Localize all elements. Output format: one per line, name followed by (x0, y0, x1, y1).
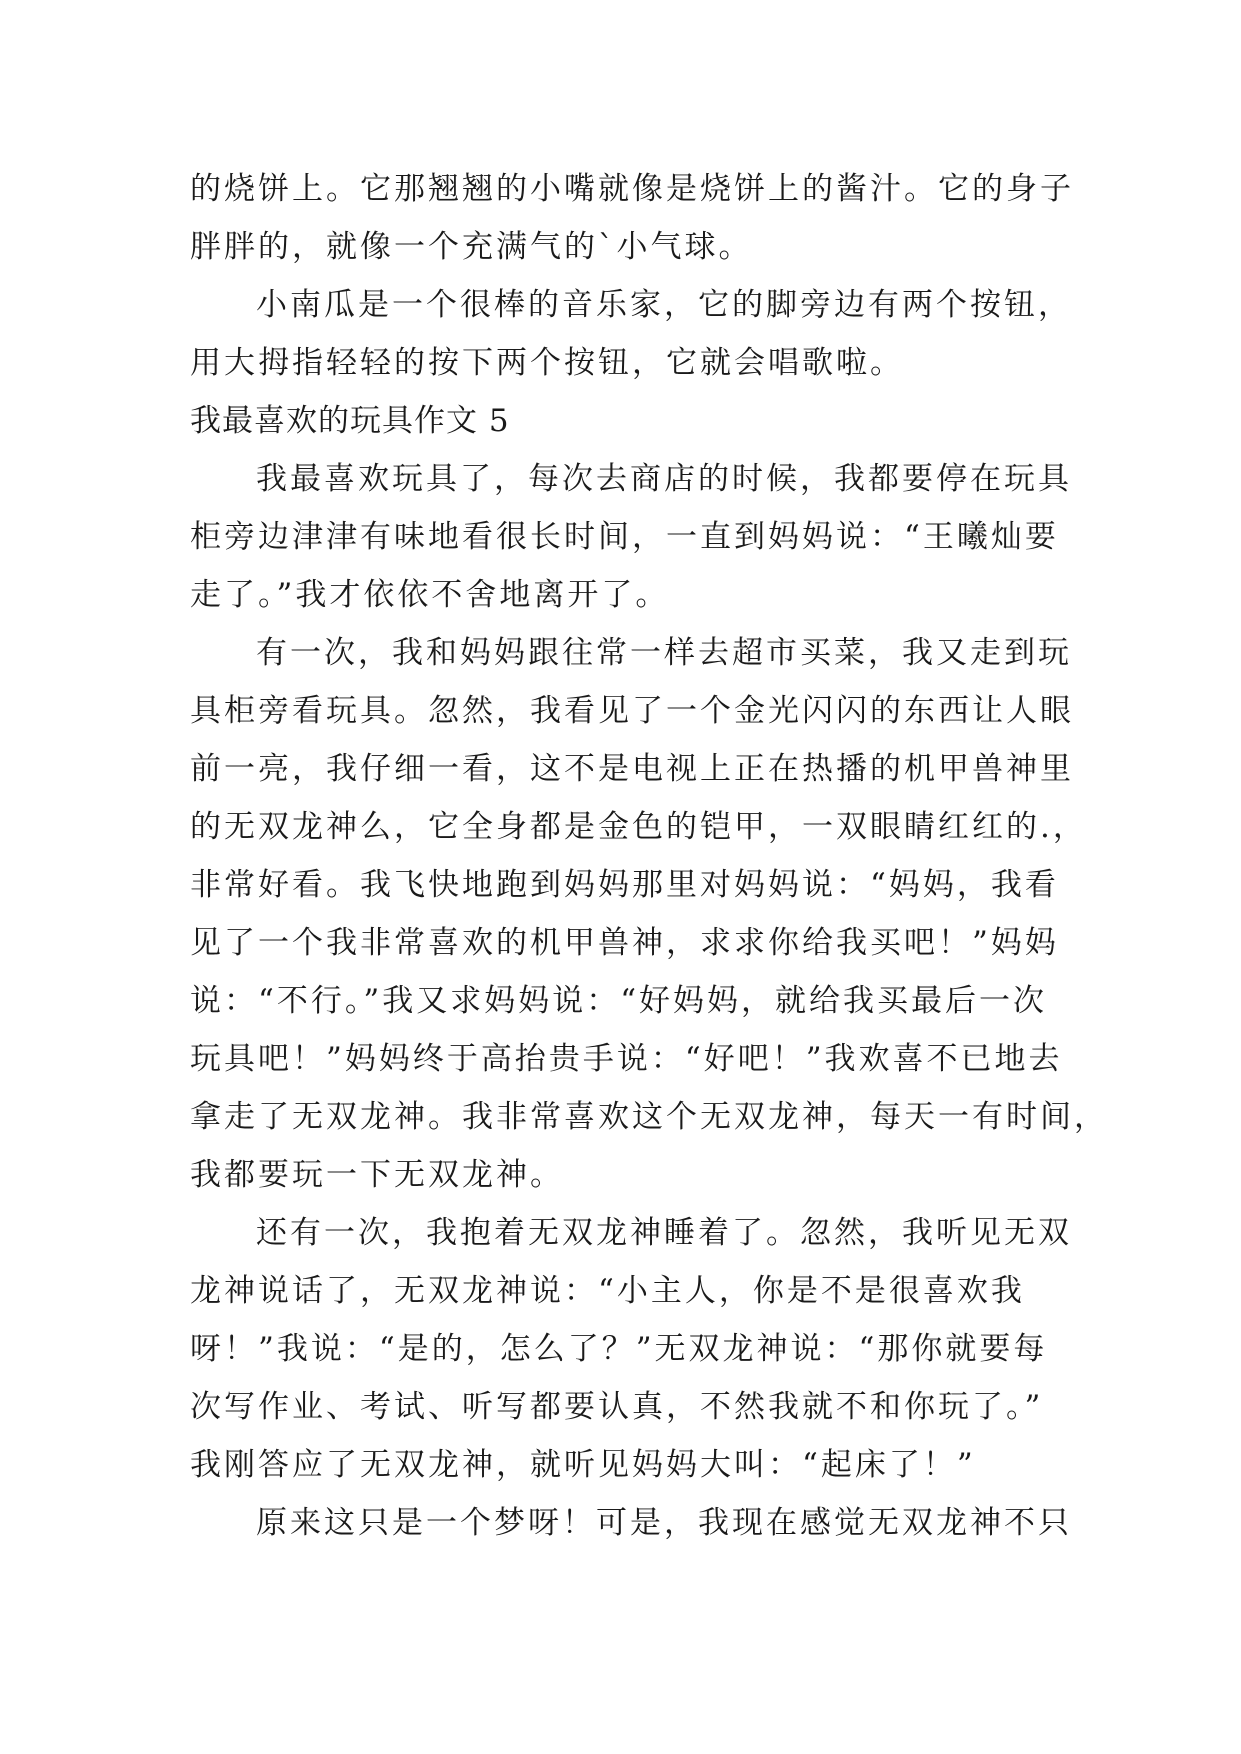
section-heading: 我最喜欢的玩具作文 5 (190, 403, 510, 439)
text-line: 的烧饼上。它那翘翘的小嘴就像是烧饼上的酱汁。它的身子 (190, 171, 1074, 207)
text-line: 玩具吧！”妈妈终于高抬贵手说：“好吧！”我欢喜不已地去 (190, 1041, 1063, 1077)
paragraph-start-line: 原来这只是一个梦呀！可是，我现在感觉无双龙神不只 (256, 1505, 1072, 1541)
text-line: 我刚答应了无双龙神，就听见妈妈大叫：“起床了！” (190, 1447, 976, 1483)
text-line: 见了一个我非常喜欢的机甲兽神，求求你给我买吧！”妈妈 (190, 925, 1059, 961)
text-line: 的无双龙神么，它全身都是金色的铠甲，一双眼睛红红的.， (190, 809, 1087, 845)
paragraph-start-line: 还有一次，我抱着无双龙神睡着了。忽然，我听见无双 (256, 1215, 1072, 1251)
text-line: 说：“不行。”我又求妈妈说：“好妈妈，就给我买最后一次 (190, 983, 1048, 1019)
paragraph-start-line: 我最喜欢玩具了，每次去商店的时候，我都要停在玩具 (256, 461, 1072, 497)
text-line: 呀！”我说：“是的，怎么了？”无双龙神说：“那你就要每 (190, 1331, 1048, 1367)
text-line: 非常好看。我飞快地跑到妈妈那里对妈妈说：“妈妈，我看 (190, 867, 1059, 903)
text-line: 用大拇指轻轻的按下两个按钮，它就会唱歌啦。 (190, 345, 904, 381)
text-line: 具柜旁看玩具。忽然，我看见了一个金光闪闪的东西让人眼 (190, 693, 1074, 729)
text-line: 次写作业、考试、听写都要认真，不然我就不和你玩了。” (190, 1389, 1044, 1425)
paragraph-start-line: 有一次，我和妈妈跟往常一样去超市买菜，我又走到玩 (256, 635, 1072, 671)
paragraph-start-line: 小南瓜是一个很棒的音乐家，它的脚旁边有两个按钮， (256, 287, 1072, 323)
document-body (190, 160, 1108, 1552)
text-line: 龙神说话了，无双龙神说：“小主人，你是不是很喜欢我 (190, 1273, 1025, 1309)
text-line: 拿走了无双龙神。我非常喜欢这个无双龙神，每天一有时间， (190, 1099, 1108, 1135)
text-line: 前一亮，我仔细一看，这不是电视上正在热播的机甲兽神里 (190, 751, 1074, 787)
text-line: 我都要玩一下无双龙神。 (190, 1157, 564, 1193)
text-line: 柜旁边津津有味地看很长时间，一直到妈妈说：“王曦灿要 (190, 519, 1059, 555)
text-line: 胖胖的，就像一个充满气的`小气球。 (190, 229, 753, 265)
text-line: 走了。”我才依依不舍地离开了。 (190, 577, 670, 613)
